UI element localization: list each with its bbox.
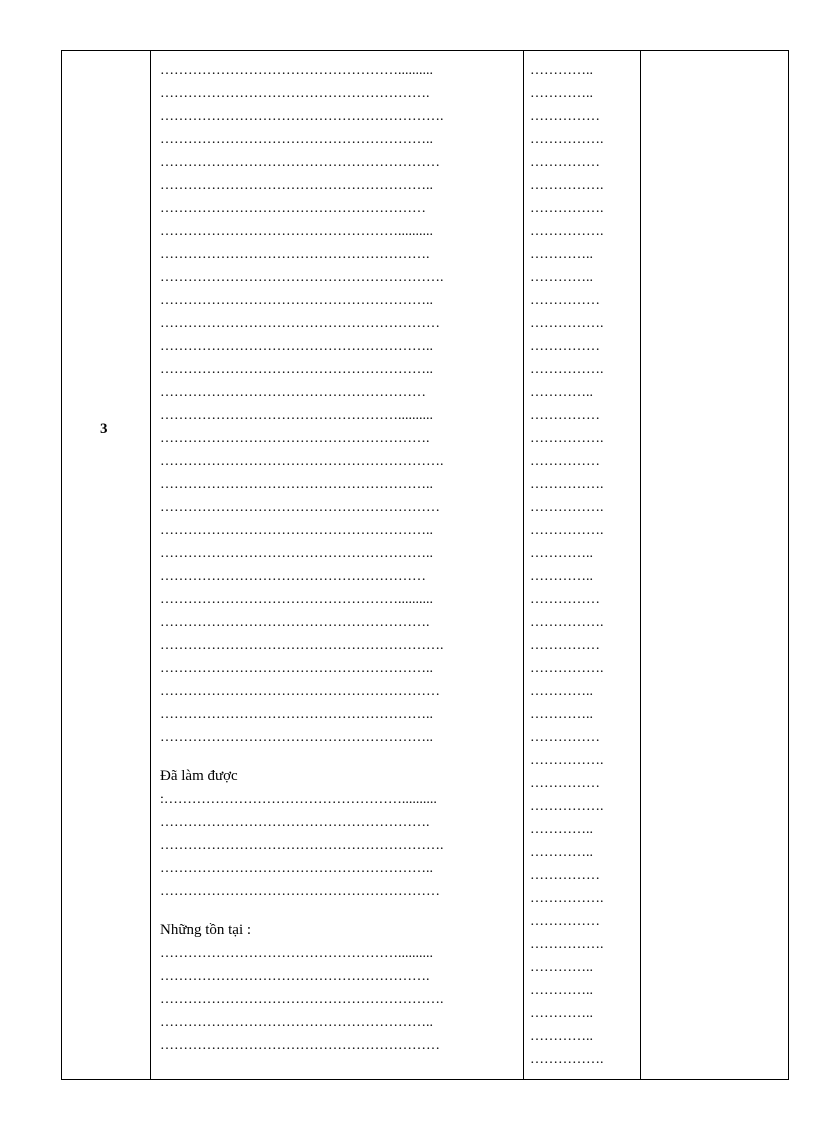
dotted-line: …………… (530, 638, 600, 653)
content-cell (160, 59, 522, 1057)
dotted-line: ……………………………………………………. (160, 270, 444, 285)
dotted-line: ………………………………………………….. (160, 707, 433, 722)
column-divider (523, 51, 524, 1079)
dotted-line: ………………………………………………….. (160, 546, 433, 561)
dotted-line: ……………. (530, 362, 604, 377)
report-table (61, 50, 789, 1080)
dotted-line: :…………………………………………….......... (160, 792, 437, 807)
dotted-line: ………………………………………………….. (160, 132, 433, 147)
dotted-line: ……………. (530, 937, 604, 952)
dotted-line: ……………. (530, 661, 604, 676)
dotted-line: ………………………………………………….. (160, 861, 433, 876)
dotted-line: ………………………………………………… (160, 201, 426, 216)
dotted-line: ……………………………………………………. (160, 638, 444, 653)
score-cell (530, 59, 640, 1071)
dotted-line: ………….. (530, 960, 593, 975)
dotted-line: ……………. (530, 1052, 604, 1067)
dotted-line: …………………………………………….......... (160, 63, 433, 78)
shortcomings-heading: Những tồn tại : (160, 922, 252, 938)
achieved-lines (160, 788, 522, 903)
dotted-line: ………….. (530, 247, 593, 262)
dotted-line: ………….. (530, 845, 593, 860)
dotted-line: …………… (530, 730, 600, 745)
dotted-line: ………….. (530, 569, 593, 584)
dotted-line: ……………. (530, 316, 604, 331)
column-divider (640, 51, 641, 1079)
dotted-line: …………………………………………………… (160, 684, 440, 699)
dotted-line: ………….. (530, 385, 593, 400)
dotted-line: …………………………………………………… (160, 884, 440, 899)
dotted-line: …………………………………………….......... (160, 408, 433, 423)
dotted-line: ……………. (530, 178, 604, 193)
dotted-line: ………….. (530, 983, 593, 998)
dotted-line: ………….. (530, 63, 593, 78)
dotted-line: ………………………………………………….. (160, 730, 433, 745)
dotted-line: …………… (530, 454, 600, 469)
dotted-line: …………………………………………………. (160, 615, 430, 630)
dotted-line: ………………………………………………….. (160, 477, 433, 492)
dotted-line: ……………………………………………………. (160, 454, 444, 469)
dotted-line: …………………………………………….......... (160, 224, 433, 239)
dotted-line: ……………. (530, 615, 604, 630)
dotted-lines-block (160, 59, 522, 749)
column-divider (150, 51, 151, 1079)
dotted-line: …………………………………………….......... (160, 592, 433, 607)
dotted-line: ……………. (530, 431, 604, 446)
dotted-line: …………… (530, 109, 600, 124)
dotted-line: …………………………………………………. (160, 969, 430, 984)
dotted-line: ………………………………………………….. (160, 523, 433, 538)
dotted-line: …………… (530, 293, 600, 308)
spacer (160, 903, 522, 919)
dotted-line: ……………. (530, 500, 604, 515)
dotted-line: …………… (530, 914, 600, 929)
dotted-line: ……………. (530, 799, 604, 814)
dotted-line: ……………………………………………………. (160, 992, 444, 1007)
dotted-line: ……………………………………………………. (160, 109, 444, 124)
dotted-line: …………… (530, 868, 600, 883)
dotted-line: ………………………………………………….. (160, 339, 433, 354)
dotted-line: …………… (530, 592, 600, 607)
dotted-line: …………… (530, 339, 600, 354)
dotted-line: …………… (530, 776, 600, 791)
dotted-line: ……………. (530, 132, 604, 147)
dotted-line: …………… (530, 408, 600, 423)
dotted-line: ………….. (530, 270, 593, 285)
dotted-line: ………………………………………………….. (160, 178, 433, 193)
dotted-line: ……………. (530, 891, 604, 906)
dotted-line: ………….. (530, 546, 593, 561)
dotted-line: ………….. (530, 1029, 593, 1044)
dotted-line: ……………. (530, 477, 604, 492)
dotted-line: …………………………………………………. (160, 86, 430, 101)
dotted-line: ………….. (530, 684, 593, 699)
dotted-line: ……………. (530, 201, 604, 216)
dotted-line: ………………………………………………….. (160, 661, 433, 676)
spacer (160, 749, 522, 765)
dotted-line: ………………………………………………….. (160, 362, 433, 377)
dotted-line: ………………………………………………… (160, 569, 426, 584)
dotted-line: ………………………………………………… (160, 385, 426, 400)
dotted-line: ……………. (530, 523, 604, 538)
dotted-line: …………………………………………………… (160, 155, 440, 170)
dotted-line: …………………………………………….......... (160, 946, 433, 961)
dotted-line: ………………………………………………….. (160, 1015, 433, 1030)
dotted-line: ………………………………………………….. (160, 293, 433, 308)
row-number: 3 (100, 421, 108, 437)
dotted-line: …………………………………………………. (160, 431, 430, 446)
achieved-heading: Đã làm được (160, 768, 238, 784)
shortcomings-lines (160, 942, 522, 1057)
dotted-line: ……………. (530, 224, 604, 239)
dotted-line: ……………………………………………………. (160, 838, 444, 853)
dotted-line: …………………………………………………… (160, 316, 440, 331)
dotted-line: ………….. (530, 1006, 593, 1021)
dotted-line: …………………………………………………. (160, 815, 430, 830)
dotted-line: ……………. (530, 753, 604, 768)
dotted-line: …………………………………………………. (160, 247, 430, 262)
dotted-line: ………….. (530, 707, 593, 722)
dotted-line: ………….. (530, 86, 593, 101)
dotted-line: ………….. (530, 822, 593, 837)
dotted-line: …………… (530, 155, 600, 170)
dotted-line: …………………………………………………… (160, 500, 440, 515)
dotted-line: …………………………………………………… (160, 1038, 440, 1053)
